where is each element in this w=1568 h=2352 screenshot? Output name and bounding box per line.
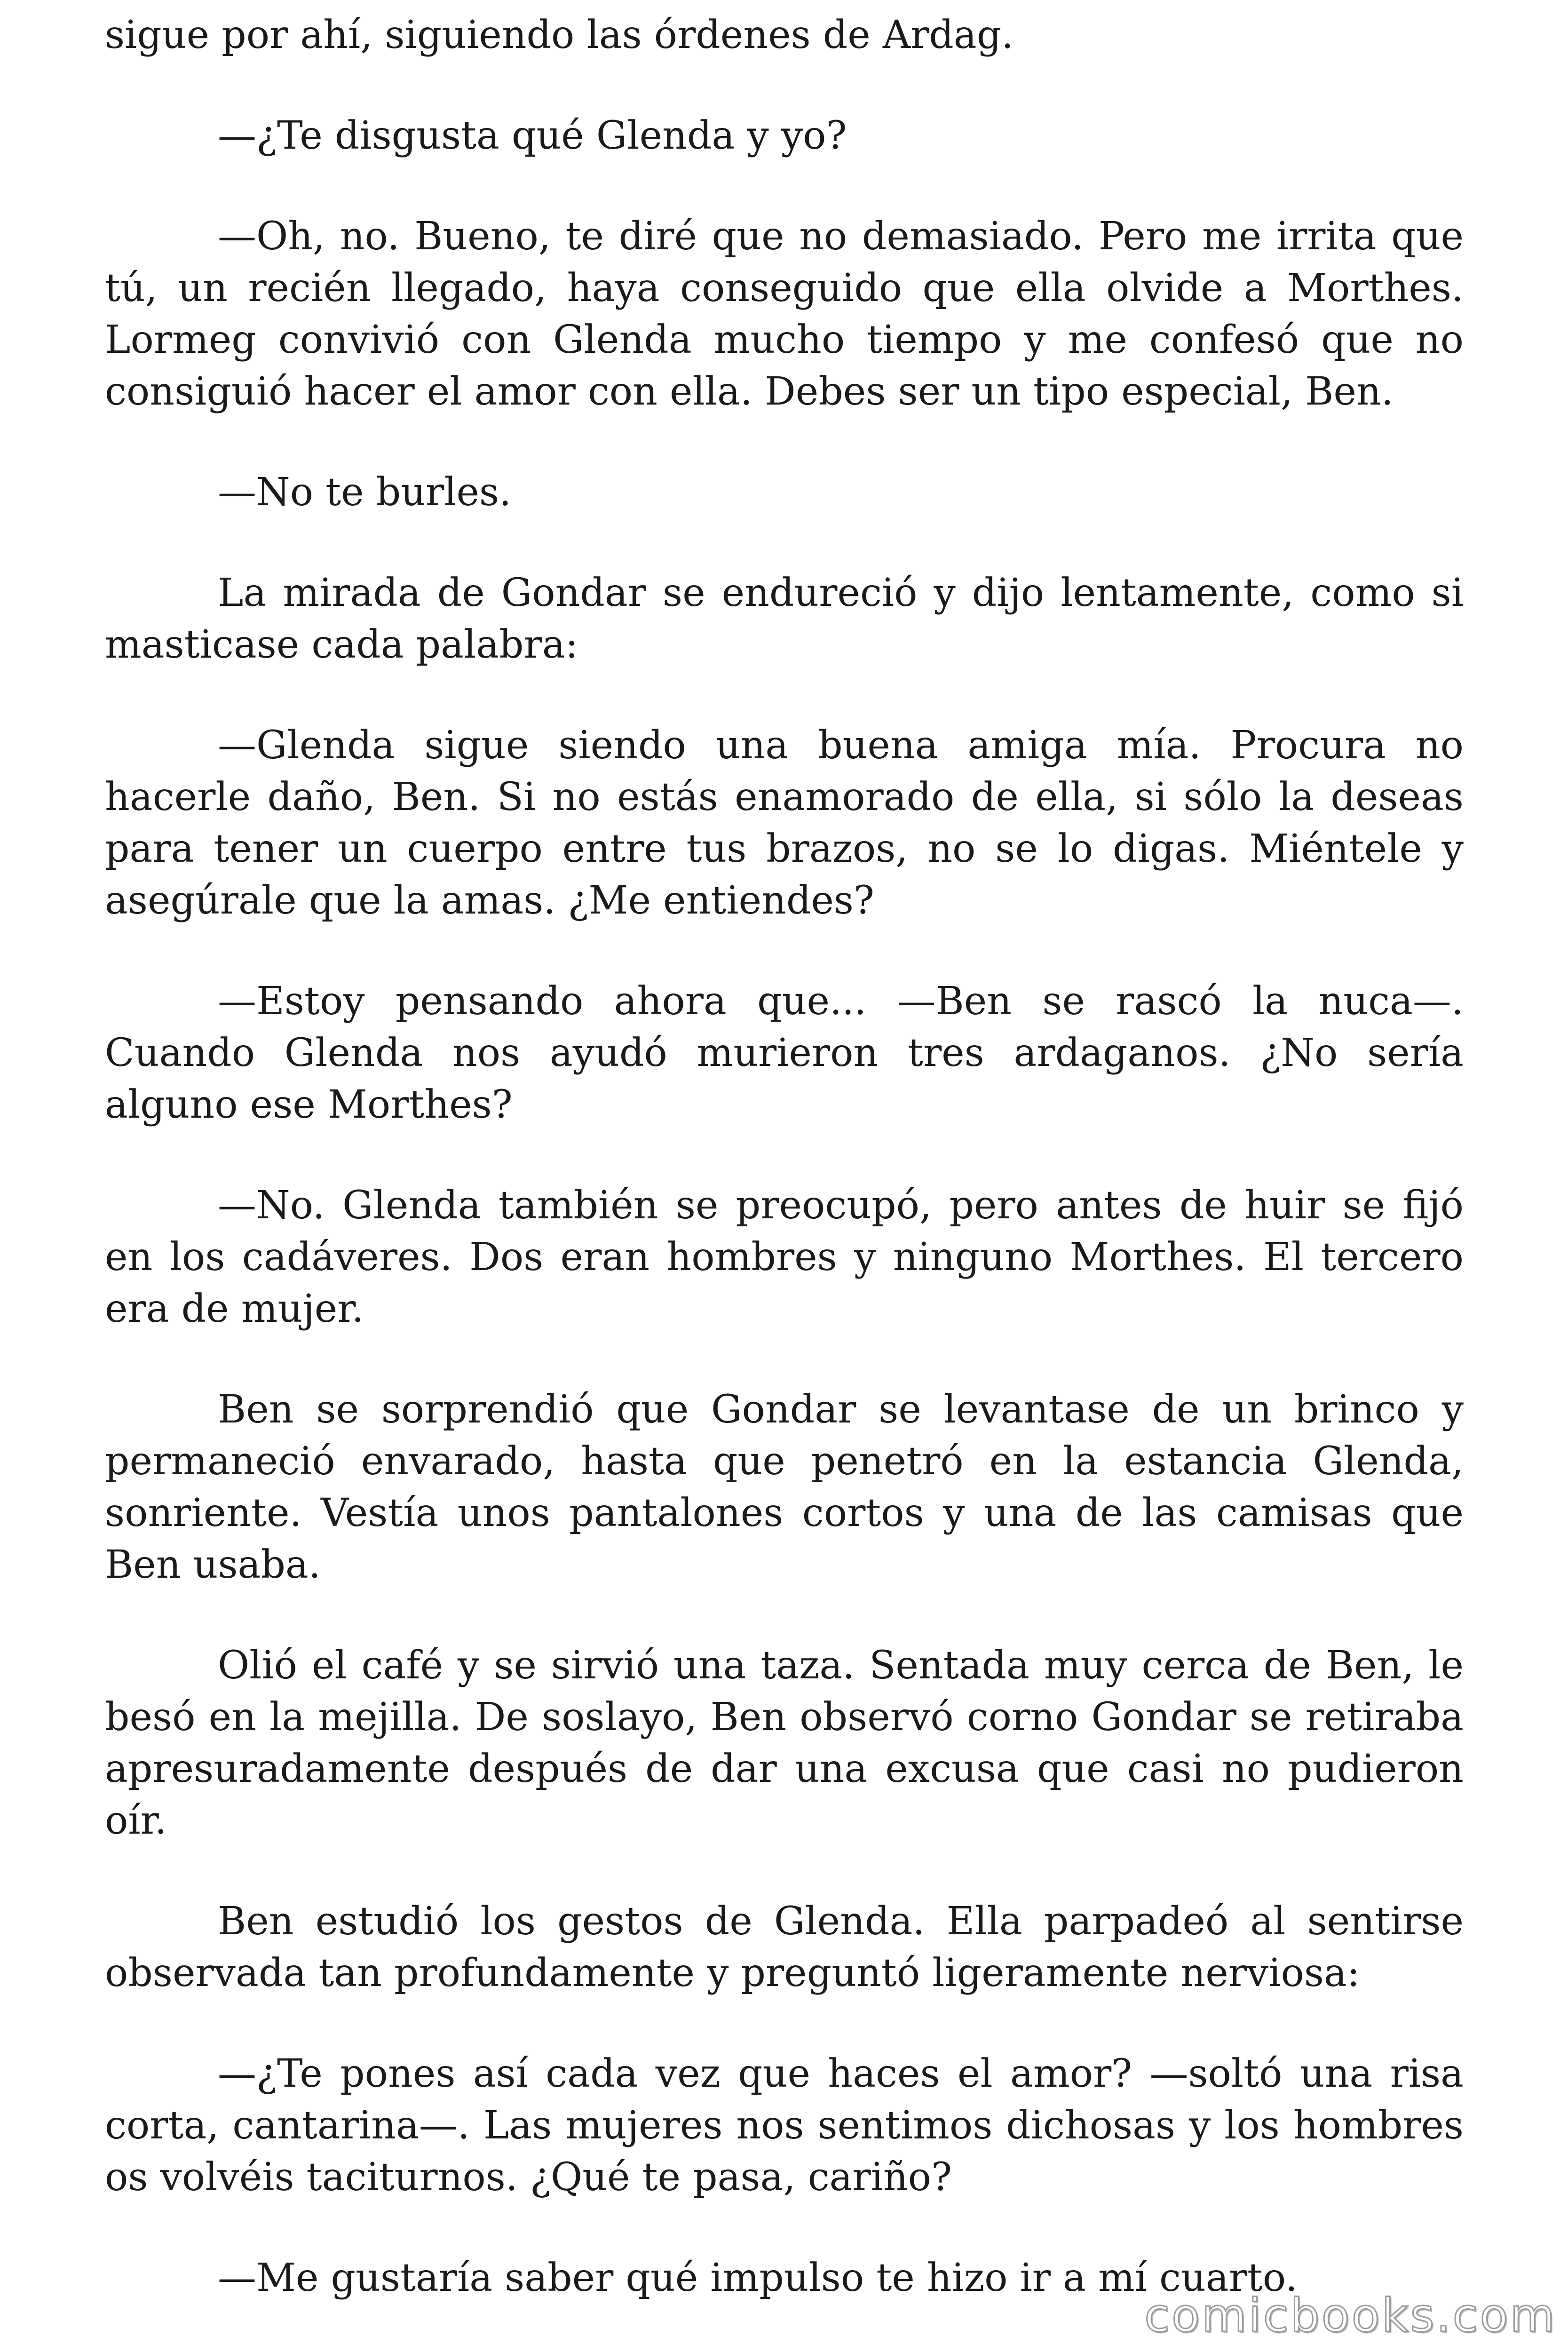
paragraph: La mirada de Gondar se endureció y dijo lentamente, como si masticase cada palabra: — [105, 571, 1464, 667]
paragraph: Ben estudió los gestos de Glenda. Ella parpadeó al sentirse observada tan profundamente y preguntó ligeramente nerviosa: — [105, 1899, 1464, 1995]
paragraph: —Estoy pensando ahora que... —Ben se rascó la nuca—. Cuando Glenda nos ayudó murieron tres ardaganos. ¿No sería alguno ese Morthes? — [105, 979, 1464, 1127]
paragraph: —No. Glenda también se preocupó, pero antes de huir se fijó en los cadáveres. Dos eran hombres y ninguno Morthes. El tercero era de mujer. — [105, 1183, 1464, 1331]
paragraph: —Oh, no. Bueno, te diré que no demasiado. Pero me irrita que tú, un recién llegado, haya conseguido que ella olvide a Morthes. Lormeg convivió con Glenda mucho tiempo y me confesó que no consiguió hacer el amor con ella. Debes ser un tipo especial, Ben. — [105, 214, 1464, 414]
paragraph: Olió el café y se sirvió una taza. Sentada muy cerca de Ben, le besó en la mejilla. De soslayo, Ben observó corno Gondar se retiraba apresuradamente después de dar una excusa que casi no pudieron oír. — [105, 1643, 1464, 1843]
page-body — [105, 9, 1464, 2352]
paragraph: sigue por ahí, siguiendo las órdenes de Ardag. — [105, 13, 1014, 57]
watermark-text: comicbooks.com — [1144, 2289, 1557, 2343]
paragraph: —¿Te disgusta qué Glenda y yo? — [218, 113, 847, 158]
paragraph: —¿Te pones así cada vez que haces el amor? —soltó una risa corta, cantarina—. Las mujeres nos sentimos dichosas y los hombres os volvéis taciturnos. ¿Qué te pasa, cariño? — [105, 2051, 1464, 2200]
paragraph: —Me gustaría saber qué impulso te hizo ir a mí cuarto. — [218, 2256, 1298, 2300]
paragraph: —Glenda sigue siendo una buena amiga mía. Procura no hacerle daño, Ben. Si no estás enamorado de ella, si sólo la deseas para tener un cuerpo entre tus brazos, no se lo digas. Miéntele y asegúrale que la amas. ¿Me entiendes? — [105, 723, 1464, 923]
paragraph: —No te burles. — [218, 470, 512, 515]
paragraph: Ben se sorprendió que Gondar se levantase de un brinco y permaneció envarado, hasta que penetró en la estancia Glenda, sonriente. Vestía unos pantalones cortos y una de las camisas que Ben usaba. — [105, 1387, 1464, 1587]
